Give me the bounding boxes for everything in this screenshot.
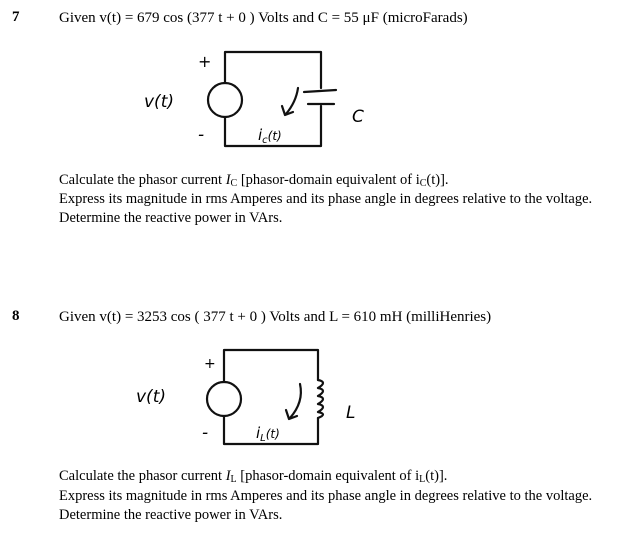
- given-statement: Given v(t) = 3253 cos ( 377 t + 0 ) Volts and L = 610 mH (milliHenries): [59, 309, 492, 325]
- instruction-line: Determine the reactive power in VArs.: [59, 210, 283, 226]
- inductor-symbol: [318, 380, 323, 418]
- capacitor-circuit-diagram: [138, 44, 378, 162]
- minus-sign: -: [202, 423, 209, 443]
- instruction-line: Calculate the phasor current $I_C$ [phasor-domain equivalent of $i_C(t)$].: [59, 172, 449, 189]
- capacitor-plate-top: [304, 90, 336, 92]
- plus-sign: +: [204, 356, 216, 372]
- instruction-line: Calculate the phasor current $I_L$ [phasor-domain equivalent of $i_L(t)$].: [59, 468, 448, 485]
- plus-sign: +: [198, 52, 212, 71]
- voltage-source-symbol: [208, 83, 242, 117]
- given-statement: Given v(t) = 679 cos (377 t + 0 ) Volts and C = 55 μF (microFarads): [59, 10, 468, 26]
- current-label: $i_L^{(t)}$: [256, 424, 280, 444]
- current-arrow: [290, 384, 301, 418]
- current-label: $i_c^{(t)}$: [258, 126, 282, 146]
- inductor-circuit-diagram: [132, 342, 372, 454]
- current-arrow: [286, 88, 298, 114]
- source-label: v(t): [144, 92, 174, 112]
- voltage-source-symbol: [207, 382, 241, 416]
- instruction-line: Express its magnitude in rms Amperes and its phase angle in degrees relative to the voltage.: [59, 191, 593, 207]
- capacitor-label: C: [352, 107, 364, 127]
- instruction-line: Determine the reactive power in VArs.: [59, 507, 283, 523]
- minus-sign: -: [198, 125, 205, 145]
- question-number: 7: [12, 9, 20, 25]
- inductor-label: L: [346, 403, 356, 423]
- source-label: v(t): [136, 387, 166, 407]
- instruction-line: Express its magnitude in rms Amperes and its phase angle in degrees relative to the voltage.: [59, 488, 593, 504]
- question-number: 8: [12, 308, 20, 324]
